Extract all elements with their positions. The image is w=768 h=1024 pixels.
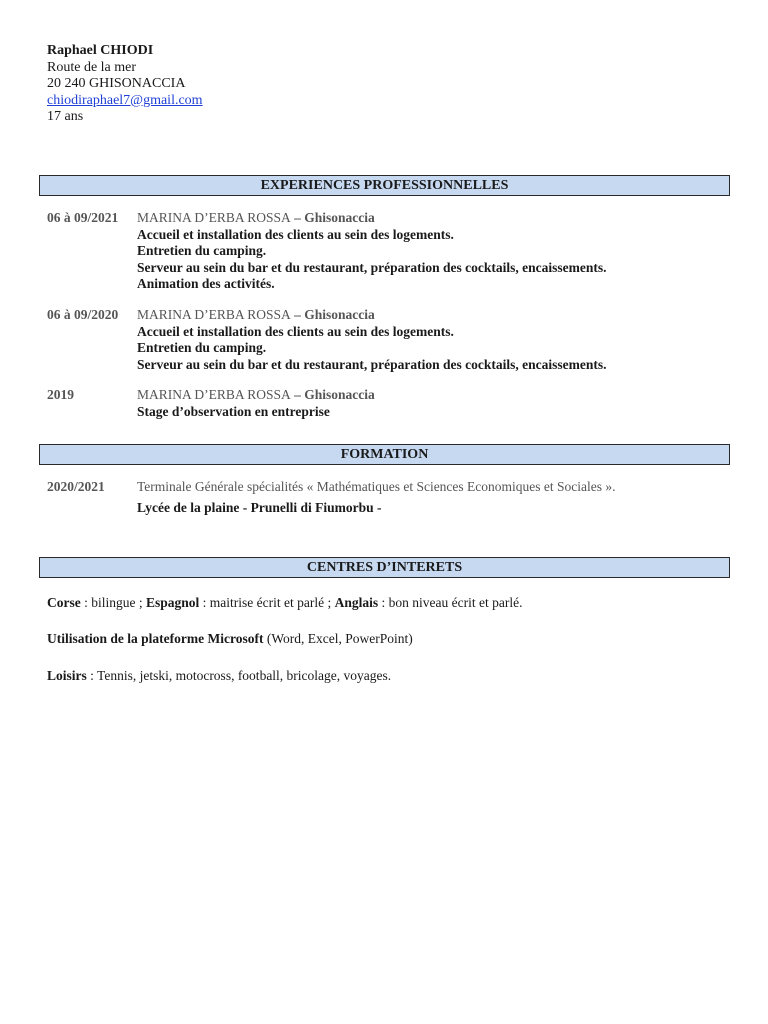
- experience-date: 06 à 09/2020: [47, 307, 119, 322]
- experience-task: Entretien du camping.: [137, 340, 267, 355]
- address-line-2: 20 240 GHISONACCIA: [47, 76, 186, 91]
- hobbies-label: Loisirs: [47, 668, 87, 683]
- experience-task: Serveur au sein du bar et du restaurant, préparation des cocktails, encaissements.: [137, 259, 607, 275]
- experience-task: Accueil et installation des clients au sein des logements.: [137, 226, 454, 242]
- employer-name: MARINA D’ERBA ROSSA: [137, 307, 291, 322]
- employer-location: – Ghisonaccia: [290, 307, 375, 322]
- employer-name: MARINA D’ERBA ROSSA: [137, 387, 291, 402]
- language-3-level: : bon niveau écrit et parlé.: [378, 595, 523, 610]
- experience-task: Stage d’observation en entreprise: [137, 403, 330, 419]
- contact-block: [47, 43, 203, 126]
- language-1: Corse: [47, 595, 81, 610]
- experience-date: 06 à 09/2021: [47, 210, 119, 225]
- employer-name: MARINA D’ERBA ROSSA: [137, 210, 291, 225]
- experience-section-header: EXPERIENCES PROFESSIONNELLES: [39, 175, 730, 196]
- email-link[interactable]: chiodiraphael7@gmail.com: [47, 92, 203, 108]
- address-line-1: Route de la mer: [47, 59, 137, 75]
- experience-date: 2019: [47, 387, 74, 402]
- software-label: Utilisation de la plateforme Microsoft: [47, 631, 264, 646]
- employer-location: – Ghisonaccia: [290, 387, 375, 402]
- language-1-level: : bilingue ;: [80, 595, 146, 610]
- language-2-level: : maitrise écrit et parlé ;: [199, 595, 335, 610]
- language-3: Anglais: [334, 595, 379, 610]
- formation-date: 2020/2021: [47, 479, 105, 494]
- experience-task: Entretien du camping.: [137, 243, 267, 258]
- formation-degree: Terminale Générale spécialités « Mathématiques et Sciences Economiques et Sociales ».: [137, 479, 616, 494]
- hobbies-line: [47, 668, 391, 684]
- experience-task: Accueil et installation des clients au sein des logements.: [137, 323, 454, 339]
- formation-school: Lycée de la plaine - Prunelli di Fiumorbu -: [137, 499, 382, 515]
- employer-location: – Ghisonaccia: [290, 210, 375, 225]
- languages-line: [47, 595, 522, 611]
- formation-section-header: FORMATION: [39, 444, 730, 465]
- software-line: [47, 631, 413, 647]
- language-2: Espagnol: [146, 595, 200, 610]
- applicant-name: Raphael CHIODI: [47, 43, 154, 58]
- software-detail: (Word, Excel, PowerPoint): [263, 631, 413, 646]
- experience-task: Animation des activités.: [137, 276, 275, 291]
- age: 17 ans: [47, 109, 84, 124]
- interests-section-header: CENTRES D’INTERETS: [39, 557, 730, 578]
- hobbies-detail: : Tennis, jetski, motocross, football, bricolage, voyages.: [86, 668, 392, 683]
- experience-task: Serveur au sein du bar et du restaurant, préparation des cocktails, encaissements.: [137, 356, 607, 372]
